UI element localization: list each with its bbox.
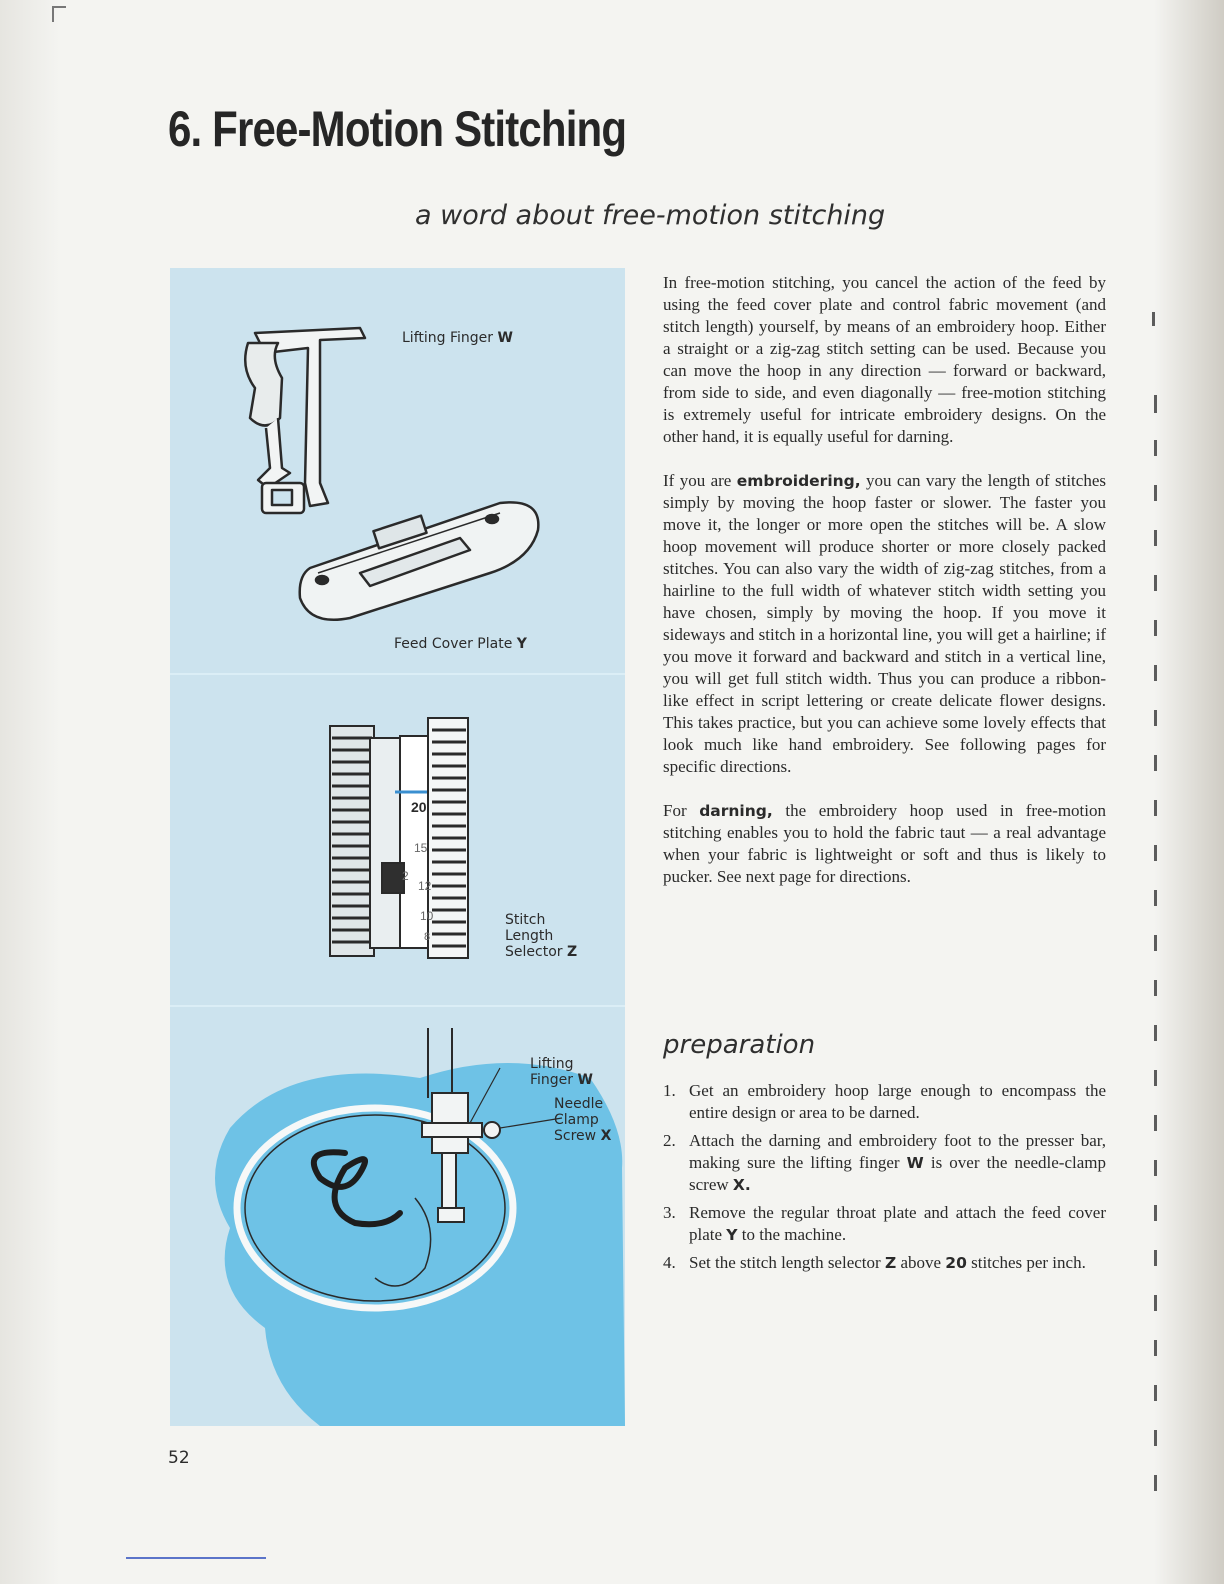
label-letter: W xyxy=(497,330,513,346)
step-text: above xyxy=(900,1253,942,1272)
darning-foot-illustration xyxy=(245,328,365,513)
page-right-shadow xyxy=(1154,0,1224,1584)
label-letter: Y xyxy=(516,636,527,652)
dial-number-2: 2 xyxy=(402,869,409,883)
step-number: 1. xyxy=(663,1081,676,1100)
page-number: 52 xyxy=(168,1448,190,1468)
list-item xyxy=(663,1080,1106,1124)
edge-mark xyxy=(1154,530,1157,546)
dial-number-20: 20 xyxy=(411,799,427,815)
paragraph-body: the embroidery hoop used in free-motion stitching enables you to hold the fabric taut — a real advantage when your fabric is lightweight or soft and thus is likely to pucker. See next page for directions. xyxy=(663,801,1106,886)
label-line: Length xyxy=(505,928,554,944)
intro-paragraph: In free-motion stitching, you cancel the action of the feed by using the feed cover plate and control fabric movement (and stitch length) yourself, by means of an embroidery hoop. Either a straight or a zig-zag stitch setting can be used. Because you can move the hoop in any direction — forward or backward, from side to side, and even diagonally — free-motion stitching is extremely useful for intricate embroidery designs. On the other hand, it is equally useful for darning. xyxy=(663,273,1106,446)
dial-number-10: 10 xyxy=(420,909,434,923)
step-text: stitches per inch. xyxy=(971,1253,1086,1272)
edge-mark xyxy=(1154,800,1157,816)
illustrations xyxy=(170,268,625,1426)
crop-mark xyxy=(52,6,66,22)
feed-cover-plate-illustration xyxy=(300,502,539,619)
embroidering-paragraph xyxy=(663,470,1106,778)
label-line: Selector xyxy=(505,944,563,960)
edge-mark xyxy=(1154,980,1157,996)
list-item xyxy=(663,1130,1106,1196)
label-letter: X xyxy=(600,1128,612,1144)
body-text-column xyxy=(663,272,1106,910)
edge-mark xyxy=(1154,935,1157,951)
paragraph-lead: For xyxy=(663,801,687,820)
edge-mark xyxy=(1154,620,1157,636)
edge-mark xyxy=(1152,312,1155,326)
step-text: is over the needle-clamp screw xyxy=(689,1153,1107,1194)
edge-mark xyxy=(1154,1340,1157,1356)
list-item xyxy=(663,1202,1106,1246)
label-lifting-finger-w xyxy=(402,330,513,346)
edge-mark xyxy=(1154,1250,1157,1266)
dial-number-12: 12 xyxy=(418,879,432,893)
paragraph-keyword: darning, xyxy=(699,802,773,820)
edge-mark xyxy=(1154,1160,1157,1176)
label-lifting-finger-w-2 xyxy=(530,1056,593,1088)
edge-mark xyxy=(1154,710,1157,726)
paragraph-body: you can vary the length of stitches simply by moving the hoop faster or slower. The faster you move it, the longer or more open the stitches will be. A slow hoop movement will produce shorter or more closely packed stitches. You can also vary the width of zig-zag stitches, from a hairline to the full width of whatever stitch width setting you have chosen, simply by moving the hoop. If you move it sideways and stitch in a horizontal line, you will get a hairline; if you move it forward and backward and stitch in a vertical line, you will get full stitch width. Thus you can produce a ribbon-like effect in script lettering or create delicate flower designs. This takes practice, but you can achieve some lovely effects that look much like hand embroidery. See following pages for specific directions. xyxy=(663,471,1106,776)
stitch-length-dial-illustration xyxy=(330,718,468,958)
label-needle-clamp-screw-x xyxy=(554,1096,611,1144)
step-text: Get an embroidery hoop large enough to encompass the entire design or area to be darned. xyxy=(689,1081,1106,1122)
edge-mark xyxy=(1154,1025,1157,1041)
step-text: to the machine. xyxy=(741,1225,847,1244)
edge-mark xyxy=(1154,1295,1157,1311)
step-number: 2. xyxy=(663,1131,676,1150)
edge-mark xyxy=(1154,845,1157,861)
step-bold: X. xyxy=(732,1176,751,1194)
step-bold: 20 xyxy=(945,1254,967,1272)
label-line: Screw xyxy=(554,1128,597,1144)
footer-rule xyxy=(126,1557,266,1559)
illustration-panel xyxy=(170,268,625,1426)
dial-number-15: 15 xyxy=(414,841,428,855)
step-number: 3. xyxy=(663,1203,676,1222)
step-bold: Y xyxy=(726,1226,738,1244)
step-number: 4. xyxy=(663,1253,676,1272)
step-bold: Z xyxy=(884,1254,897,1272)
edge-mark xyxy=(1154,1205,1157,1221)
edge-mark xyxy=(1154,485,1157,501)
paragraph-keyword: embroidering, xyxy=(736,472,861,490)
darning-paragraph xyxy=(663,800,1106,888)
label-letter: W xyxy=(577,1072,593,1088)
label-text: Lifting Finger xyxy=(402,330,494,346)
edge-mark xyxy=(1154,665,1157,681)
step-bold: W xyxy=(906,1154,924,1172)
label-line: Lifting xyxy=(530,1056,574,1072)
label-line: Needle xyxy=(554,1096,604,1112)
edge-mark xyxy=(1154,575,1157,591)
edge-mark xyxy=(1154,1475,1157,1491)
edge-mark xyxy=(1154,395,1157,413)
preparation-steps xyxy=(663,1080,1106,1280)
label-stitch-length-selector-z xyxy=(505,912,577,960)
step-text: Attach the darning and embroidery foot to the presser bar, making sure the lifting finger xyxy=(689,1131,1106,1172)
edge-mark xyxy=(1154,755,1157,771)
edge-mark xyxy=(1154,1430,1157,1446)
dial-number-8: 8 xyxy=(424,931,431,943)
step-text: Set the stitch length selector xyxy=(689,1253,881,1272)
page-title: 6. Free-Motion Stitching xyxy=(168,101,627,157)
label-line: Clamp xyxy=(554,1112,599,1128)
page-left-shadow xyxy=(0,0,60,1584)
paragraph-lead: If you are xyxy=(663,471,732,490)
label-letter: Z xyxy=(566,944,578,960)
list-item xyxy=(663,1252,1106,1274)
label-line: Stitch xyxy=(505,912,546,928)
edge-mark xyxy=(1154,1385,1157,1401)
edge-mark xyxy=(1154,1115,1157,1131)
preparation-heading: preparation xyxy=(663,1030,816,1060)
edge-mark xyxy=(1154,1070,1157,1086)
step-text: Remove the regular throat plate and attach the feed cover plate xyxy=(689,1203,1106,1244)
edge-mark xyxy=(1154,890,1157,906)
section-subtitle: a word about free-motion stitching xyxy=(415,200,886,231)
label-text: Feed Cover Plate xyxy=(394,636,513,652)
label-feed-cover-plate-y xyxy=(394,636,527,652)
label-line: Finger xyxy=(530,1072,574,1088)
edge-mark xyxy=(1154,440,1157,456)
